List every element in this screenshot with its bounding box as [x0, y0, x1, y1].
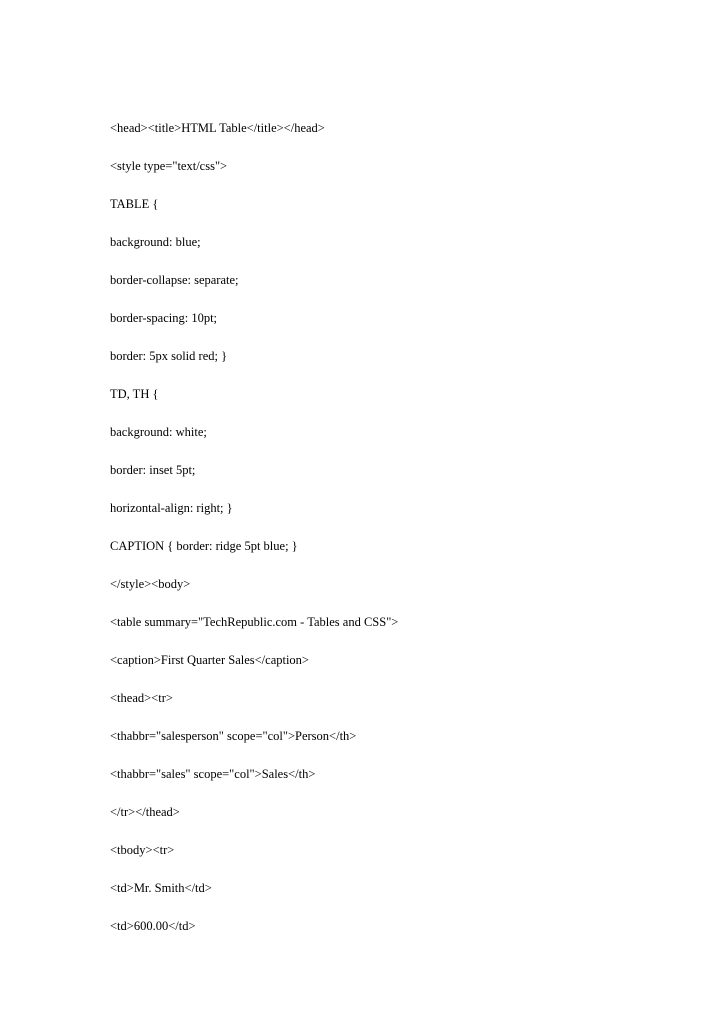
code-line-td-th-selector: TD, TH {	[110, 387, 159, 401]
code-line-horizontal-align: horizontal-align: right; }	[110, 501, 233, 515]
code-line-table-selector: TABLE {	[110, 197, 159, 211]
code-line-caption: <caption>First Quarter Sales</caption>	[110, 653, 309, 667]
code-line-th-person: <thabbr="salesperson" scope="col">Person</th>	[110, 729, 357, 743]
code-line-style-close: </style><body>	[110, 577, 191, 591]
code-line-td-amount: <td>600.00</td>	[110, 919, 196, 933]
code-line-td-name: <td>Mr. Smith</td>	[110, 881, 212, 895]
code-line-head: <head><title>HTML Table</title></head>	[110, 121, 325, 135]
code-line-caption-rule: CAPTION { border: ridge 5pt blue; }	[110, 539, 298, 553]
code-line-tbody-open: <tbody><tr>	[110, 843, 175, 857]
code-listing	[110, 121, 398, 957]
code-line-table-open: <table summary="TechRepublic.com - Tables and CSS">	[110, 615, 399, 629]
code-line-thead-open: <thead><tr>	[110, 691, 173, 705]
code-line-cell-border: border: inset 5pt;	[110, 463, 196, 477]
code-line-style-open: <style type="text/css">	[110, 159, 228, 173]
code-line-border-spacing: border-spacing: 10pt;	[110, 311, 218, 325]
code-line-thead-close: </tr></thead>	[110, 805, 180, 819]
code-line-th-sales: <thabbr="sales" scope="col">Sales</th>	[110, 767, 316, 781]
code-line-border-collapse: border-collapse: separate;	[110, 273, 239, 287]
code-line-background: background: blue;	[110, 235, 201, 249]
code-line-cell-background: background: white;	[110, 425, 207, 439]
code-line-border: border: 5px solid red; }	[110, 349, 228, 363]
